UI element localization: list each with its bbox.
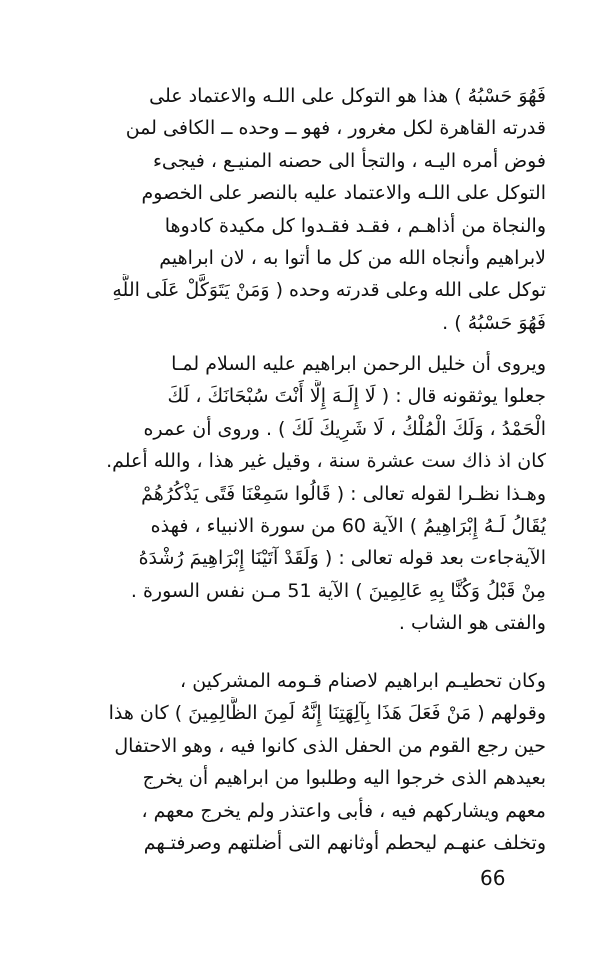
text-line: يُقَالُ لَـهُ إِبْرَاهِيمُ ) الآية 60 من سورة الانبياء ، فهذه	[150, 514, 546, 537]
text-line: والنجاة من أذاهـم ، فقـد فقـدوا كل مكيدة كادوها	[164, 214, 546, 237]
text-line: معهم ويشاركهم فيه ، فأبى واعتذر ولم يخرج معهم ،	[141, 799, 546, 822]
text-line: جعلوا يوثقونه قال : ( لَا إِلَـهَ إِلَّا أَنْتَ سُبْحَانَكَ ، لَكَ	[167, 385, 546, 408]
text-line: الْحَمْدُ ، وَلَكَ الْمُلْكُ ، لَا شَرِيكَ لَكَ ) . وروى أن عمره	[143, 417, 546, 440]
paragraph-1	[52, 80, 546, 339]
text-line: فوض أمره اليـه ، والتجأ الى حصنه المنيـع ، فيجىء	[152, 149, 546, 172]
text-line: بعيدهم الذى خرجوا اليه وطلبوا من ابراهيم أن يخرج	[142, 767, 546, 790]
text-line: كان اذ ذاك ست عشرة سنة ، وقيل غير هذا ، والله أعلم.	[106, 450, 546, 473]
text-line: الآيةجاءت بعد قوله تعالى : ( وَلَقَدْ آتَيْنَا إِبْرَاهِيمَ رُشْدَهُ	[138, 547, 546, 570]
text-line: فَهُوَ حَسْبُهُ ) .	[442, 311, 546, 334]
text-line: وقولهم ( مَنْ فَعَلَ هَذَا بِآلِهَتِنَا إِنَّهُ لَمِنَ الظَّالِمِينَ ) كان هذا	[108, 702, 546, 725]
text-line: توكل على الله وعلى قدرته وحده ( وَمَنْ يَتَوَكَّلْ عَلَى اللَّهِ	[112, 279, 546, 302]
text-line: وهـذا نظـرا لقوله تعالى : ( قَالُوا سَمِعْنَا فَتًى يَذْكُرُهُمْ	[141, 482, 546, 505]
text-line: حين رجع القوم من الحفل الذى كانوا فيه ، وهو الاحتفال	[114, 734, 546, 757]
text-line: فَهُوَ حَسْبُهُ ) هذا هو التوكل على اللـه والاعتماد على	[149, 85, 546, 107]
page-number: 66	[480, 866, 506, 890]
paragraph-2	[52, 348, 546, 640]
text-line: التوكل على اللـه والاعتماد عليه بالنصر على الخصوم	[141, 182, 546, 205]
text-line: قدرته القاهرة لكل مغرور ، فهو ــ وحده ــ الكافى لمن	[125, 117, 546, 140]
paragraph-3	[52, 665, 546, 859]
text-line: وتخلف عنهـم ليحطم أوثانهم التى أضلتهم وصرفتـهم	[143, 831, 546, 854]
text-line: لابراهيم وأنجاه الله من كل ما أتوا به ، لان ابراهيم	[159, 246, 546, 269]
text-line: ويروى أن خليل الرحمن ابراهيم عليه السلام لمـا	[171, 353, 546, 375]
text-line: مِنْ قَبْلُ وَكُنَّا بِهِ عَالِمِينَ ) الآية 51 مـن نفس السورة .	[130, 579, 546, 602]
text-line: والفتى هو الشاب .	[398, 612, 546, 635]
text-line: وكان تحطيـم ابراهيم لاصنام قـومه المشركين ،	[180, 670, 546, 692]
